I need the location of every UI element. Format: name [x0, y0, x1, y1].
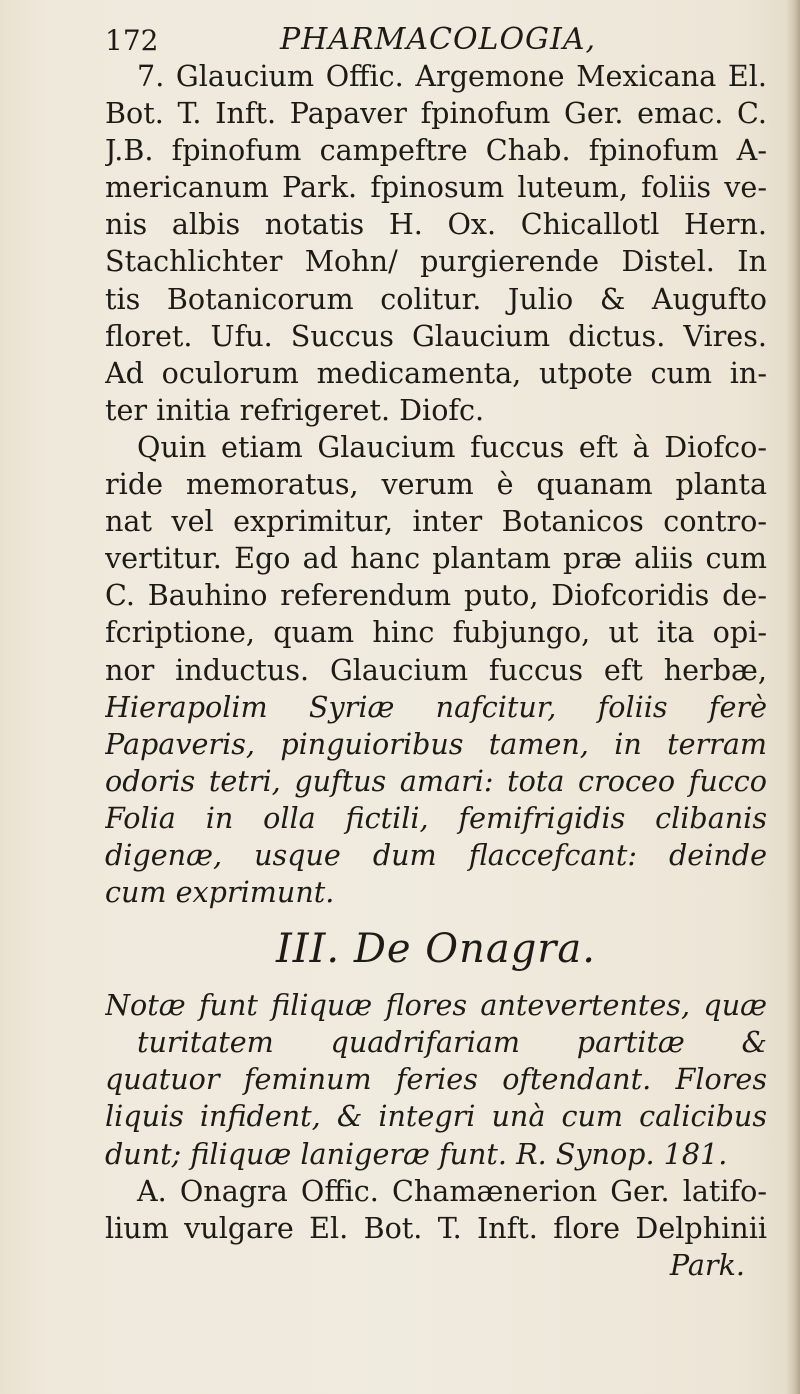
text-line: Bot. T. Inft. Papaver fpinofum Ger. emac. C.: [105, 96, 767, 131]
text-line: mericanum Park. fpinosum luteum, foliis ve-: [105, 170, 767, 205]
text-line: J.B. fpinofum campeftre Chab. fpinofum A-: [105, 133, 767, 168]
text-line: nor inductus. Glaucium fuccus eft herbæ,: [105, 652, 767, 687]
page-edge-shadow: [786, 0, 800, 1394]
text-line: liquis infident, & integri unà cum calicibus: [105, 1099, 767, 1134]
catchword: Park.: [669, 1247, 745, 1282]
text-line: 7. Glaucium Offic. Argemone Mexicana El.: [137, 59, 767, 93]
text-line: cum exprimunt.: [105, 875, 335, 910]
text-line: ter initia refrigeret. Diofc.: [105, 392, 485, 427]
text-line: floret. Ufu. Succus Glaucium dictus. Vires.: [105, 318, 767, 353]
text-line: Papaveris, pinguioribus tamen, in terram: [105, 726, 767, 761]
text-line: dunt; filiquæ lanigeræ funt. R. Synop. 181.: [105, 1136, 728, 1171]
text-line: digenæ, usque dum flaccefcant: deinde: [105, 837, 767, 872]
text-line: vertitur. Ego ad hanc plantam præ aliis cum: [105, 541, 767, 576]
text-line: fcriptione, quam hinc fubjungo, ut ita opi-: [105, 615, 767, 650]
running-title: PHARMACOLOGIA,: [280, 22, 597, 57]
text-line: C. Bauhino referendum puto, Diofcoridis de-: [105, 578, 767, 613]
text-line: tis Botanicorum colitur. Julio & Augufto: [105, 281, 767, 316]
page-header: [105, 22, 745, 62]
text-line: Stachlichter Mohn/ purgierende Distel. In: [105, 244, 767, 279]
text-line: Folia in olla fictili, femifrigidis clibanis: [105, 800, 767, 835]
text-line: Hierapolim Syriæ nafcitur, foliis ferè: [105, 689, 767, 724]
page-number: 172: [105, 24, 159, 57]
text-line: ride memoratus, verum è quanam planta: [105, 467, 767, 502]
text-line: lium vulgare El. Bot. T. Inft. flore Delphinii: [105, 1210, 767, 1245]
text-line: nis albis notatis H. Ox. Chicallotl Hern.: [105, 207, 767, 242]
section-heading: III. De Onagra.: [276, 926, 596, 973]
section-body: [105, 987, 767, 1247]
text-line: Quin etiam Glaucium fuccus eft à Diofco-: [137, 429, 767, 464]
text-line: quatuor feminum feries oftendant. Flores: [105, 1062, 767, 1097]
text-line: turitatem quadrifariam partitæ &: [137, 1025, 767, 1060]
text-line: Ad oculorum medicamenta, utpote cum in-: [105, 355, 767, 390]
text-line: A. Onagra Offic. Chamænerion Ger. latifo-: [137, 1173, 767, 1208]
text-line: Notæ funt filiquæ flores antevertentes, quæ: [105, 988, 767, 1023]
text-line: odoris tetri, guftus amari: tota croceo fucco: [105, 763, 767, 798]
body-text: [105, 58, 767, 1284]
text-line: nat vel exprimitur, inter Botanicos contro-: [105, 504, 767, 539]
